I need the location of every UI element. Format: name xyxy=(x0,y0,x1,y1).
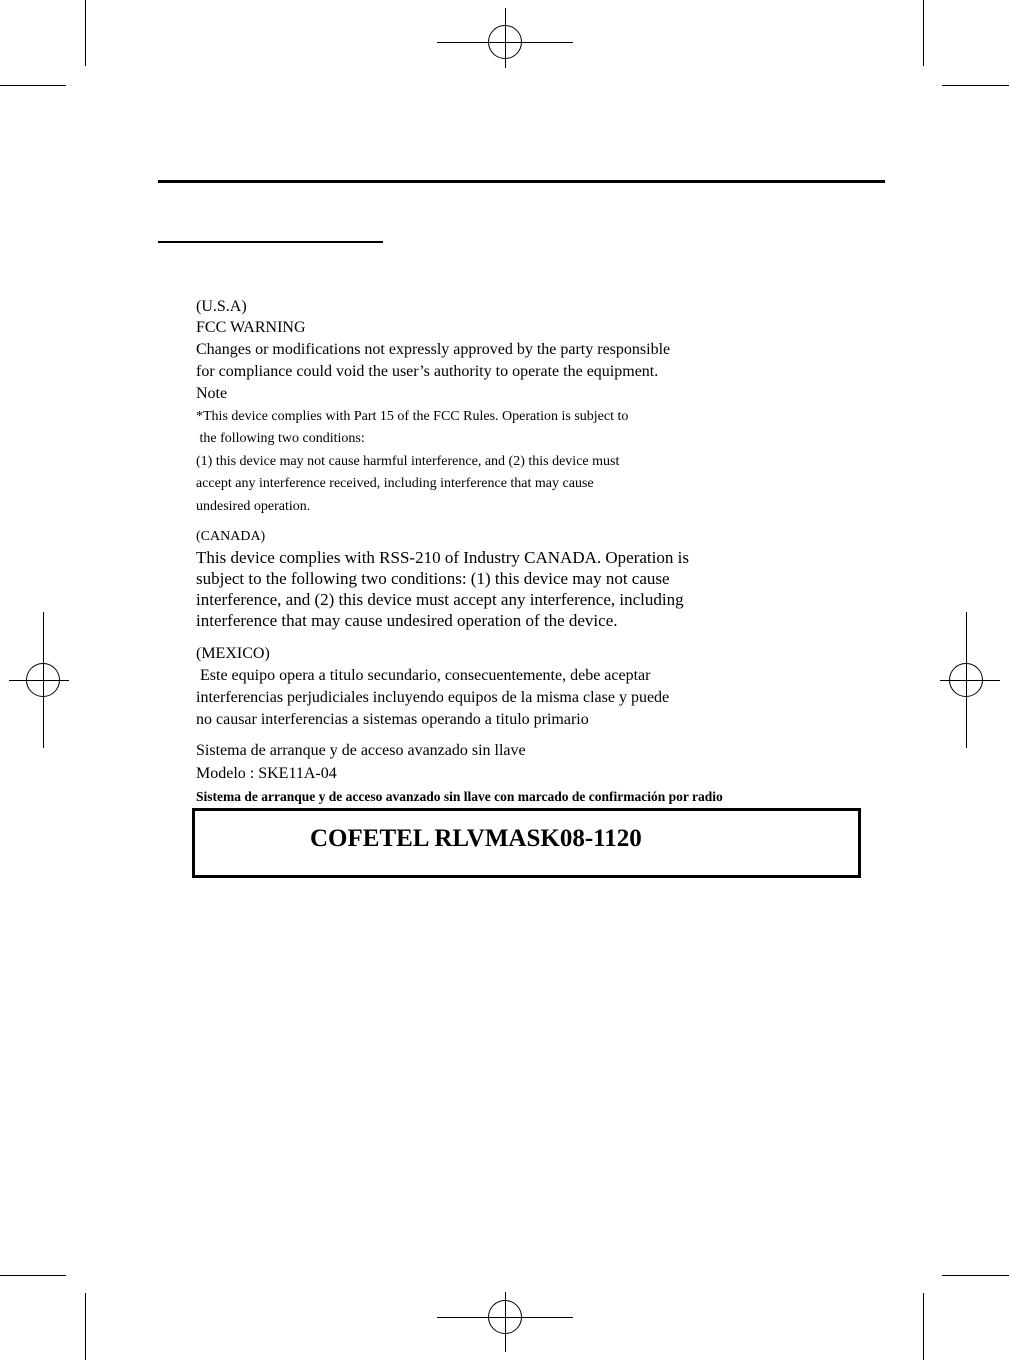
header-rule xyxy=(158,180,885,183)
note-line: *This device complies with Part 15 of the FCC Rules. Operation is subject to xyxy=(196,409,629,424)
section-rule xyxy=(158,241,383,243)
canada-line: This device complies with RSS-210 of Industry CANADA. Operation is xyxy=(196,548,689,567)
fcc-warning-line: Changes or modifications not expressly approved by the party responsible xyxy=(196,341,671,358)
registration-circle xyxy=(949,663,983,697)
crop-mark xyxy=(923,1293,924,1360)
note-line: the following two conditions: xyxy=(196,431,365,446)
crop-mark xyxy=(0,1275,66,1276)
crop-mark xyxy=(85,0,86,66)
mexico-line: no causar interferencias a sistemas operando a titulo primario xyxy=(196,711,589,728)
note-line: accept any interference received, including interference that may cause xyxy=(196,476,594,491)
crop-mark xyxy=(0,85,66,86)
canada-line: subject to the following two conditions: (1) this device may not cause xyxy=(196,569,670,588)
system-full-name: Sistema de arranque y de acceso avanzado sin llave con marcado de confirmación por radio xyxy=(196,789,723,804)
cofetel-box xyxy=(192,808,861,878)
registration-circle xyxy=(26,663,60,697)
registration-circle xyxy=(488,1300,522,1334)
note-label: Note xyxy=(196,385,228,402)
usa-region-label: (U.S.A) xyxy=(196,298,247,315)
crop-mark xyxy=(942,1275,1009,1276)
cofetel-number: COFETEL RLVMASK08-1120 xyxy=(310,825,642,852)
crop-mark xyxy=(942,85,1009,86)
fcc-warning-heading: FCC WARNING xyxy=(196,319,306,336)
note-line: (1) this device may not cause harmful interference, and (2) this device must xyxy=(196,454,620,469)
system-name: Sistema de arranque y de acceso avanzado sin llave xyxy=(196,742,526,759)
canada-region-label: (CANADA) xyxy=(196,529,266,544)
mexico-line: interferencias perjudiciales incluyendo equipos de la misma clase y puede xyxy=(196,689,670,706)
note-line: undesired operation. xyxy=(196,499,311,514)
model-number: Modelo : SKE11A-04 xyxy=(196,765,337,782)
canada-line: interference, and (2) this device must accept any interference, including xyxy=(196,590,684,609)
mexico-region-label: (MEXICO) xyxy=(196,645,270,662)
mexico-line: Este equipo opera a titulo secundario, consecuentemente, debe aceptar xyxy=(196,667,651,684)
registration-circle xyxy=(488,25,522,59)
canada-line: interference that may cause undesired operation of the device. xyxy=(196,611,618,630)
crop-mark xyxy=(923,0,924,66)
fcc-warning-line: for compliance could void the user’s authority to operate the equipment. xyxy=(196,363,659,380)
crop-mark xyxy=(85,1293,86,1360)
